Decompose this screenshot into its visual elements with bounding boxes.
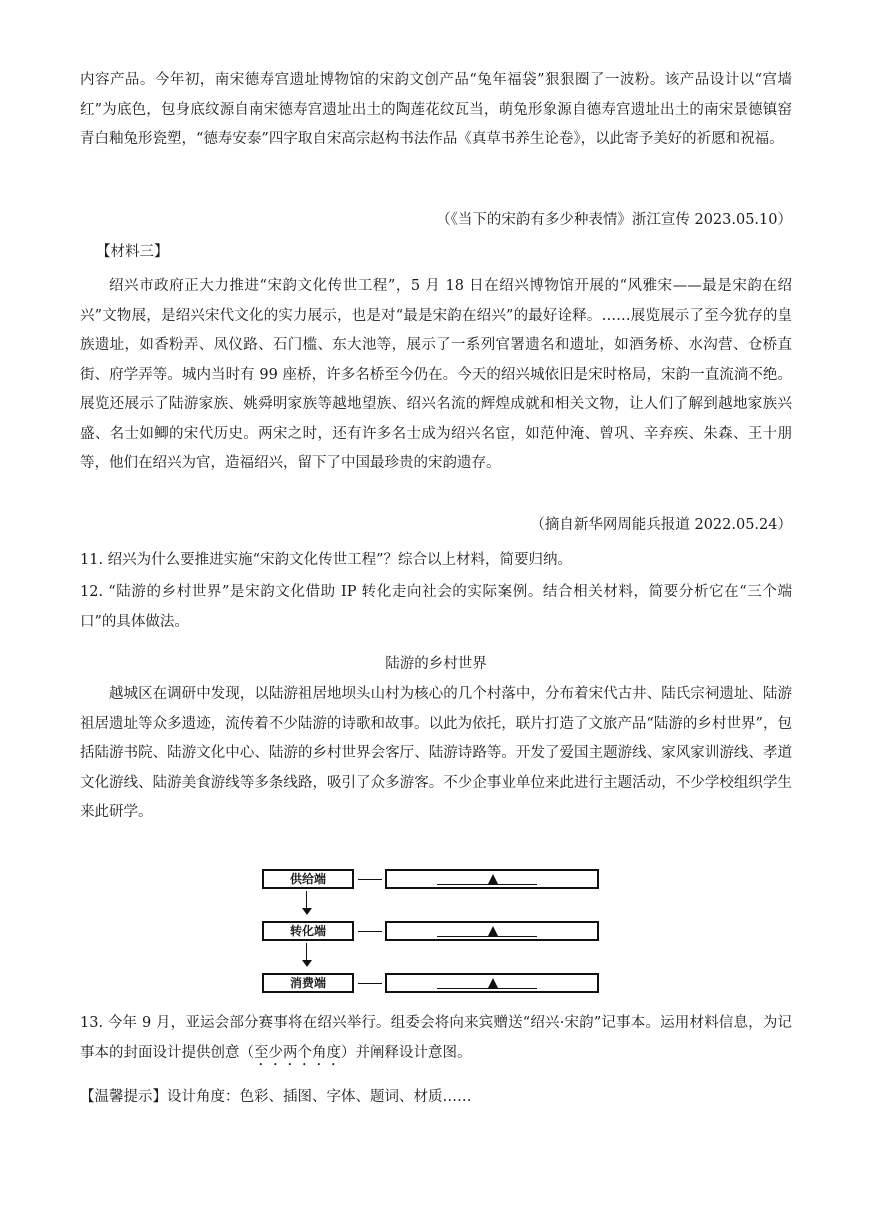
answer-blank	[437, 884, 537, 885]
material3-heading: 【材料三】	[96, 244, 169, 260]
arrow-down-icon	[302, 908, 312, 915]
connector-line	[358, 879, 382, 880]
material3-source: （摘自新华网周能兵报道 2022.05.24）	[530, 517, 792, 533]
tip-text: 设计角度：色彩、插图、字体、题词、材质……	[167, 1089, 472, 1105]
case-title: 陆游的乡村世界	[385, 656, 487, 672]
connector-line	[358, 931, 382, 932]
arrow-down-icon	[302, 960, 312, 967]
connector-line	[358, 983, 382, 984]
material3-paragraph: 绍兴市政府正大力推进“宋韵文化传世工程”，5 月 18 日在绍兴博物馆开展的“风雅宋——最是宋韵在绍兴”文物展，是绍兴宋代文化的实力展示，也是对“最是宋韵在绍兴”的最好诠释。……展览展示了至今犹存的皇族遗址，如香粉弄、凤仪路、石门槛、东大池等，展示了一系列官署遗名和遗址，如酒务桥、水沟营、仓桥直街、府学弄等。城内当时有 99 座桥，许多名桥至今仍在。今天的绍兴城依旧是宋时格局，宋韵一直流淌不绝。展览还展示了陆游家族、姚舜明家族等越地望族、绍兴名流的辉煌成就和相关文物，让人们了解到越地家族兴盛、名士如鲫的宋代历史。两宋之时，还有许多名士成为绍兴名宦，如范仲淹、曾巩、辛弃疾、朱森、王十朋等，他们在绍兴为官，造福绍兴，留下了中国最珍贵的宋韵遗存。	[80, 278, 792, 471]
case-paragraph: 越城区在调研中发现，以陆游祖居地坝头山村为核心的几个村落中，分布着宋代古井、陆氏宗祠遗址、陆游祖居遗址等众多遗迹，流传着不少陆游的诗歌和故事。以此为依托，联片打造了文旅产品“陆游的乡村世界”，包括陆游书院、陆游文化中心、陆游的乡村世界会客厅、陆游诗路等。开发了爱国主题游线、家风家训游线、孝道文化游线、陆游美食游线等多条线路，吸引了众多游客。不少企事业单位来此进行主题活动，不少学校组织学生来此研学。	[80, 686, 792, 820]
warm-tip	[80, 1085, 792, 1109]
answer-blank	[437, 936, 537, 937]
question-12: 12. “陆游的乡村世界”是宋韵文化借助 IP 转化走向社会的实际案例。结合相关材料，简要分析它在“三个端口”的具体做法。	[80, 584, 792, 630]
tip-label: 【温馨提示】	[80, 1089, 167, 1105]
answer-box-conversion	[385, 921, 599, 941]
triangle-icon	[488, 874, 498, 884]
question-13	[80, 1009, 792, 1069]
triangle-icon	[488, 926, 498, 936]
answer-blank	[437, 988, 537, 989]
question-11: 11. 绍兴为什么要推进实施“宋韵文化传世工程”？综合以上材料，简要归纳。	[80, 552, 572, 568]
answer-box-consumption	[385, 973, 599, 993]
answer-box-supply	[385, 869, 599, 889]
arrow-line	[306, 943, 307, 960]
triangle-icon	[488, 978, 498, 988]
q13-text-before: 13. 今年 9 月，亚运会部分赛事将在绍兴举行。组委会将向来宾赠送“绍兴·宋韵”记事本。运用材料信息，为记事本的封面设计提供创意（	[80, 1015, 792, 1061]
three-ports-diagram	[262, 863, 602, 997]
arrow-line	[306, 891, 307, 908]
consumption-port-box: 消费端	[262, 973, 354, 993]
material2-paragraph: 内容产品。今年初，南宋德寿宫遗址博物馆的宋韵文创产品“兔年福袋”狠狠圈了一波粉。该产品设计以“宫墙红”为底色，包身底纹源自南宋德寿宫遗址出土的陶莲花纹瓦当，萌兔形象源自德寿宫遗址出土的南宋景德镇窑青白釉兔形瓷塑，“德寿安泰”四字取自宋高宗赵构书法作品《真草书养生论卷》，以此寄予美好的祈愿和祝福。	[80, 72, 792, 147]
material2-source: （《当下的宋韵有多少种表情》浙江宣传 2023.05.10）	[436, 212, 792, 228]
q13-text-after: ）并阐释设计意图。	[341, 1044, 472, 1061]
supply-port-box: 供给端	[262, 869, 354, 889]
conversion-port-box: 转化端	[262, 921, 354, 941]
q13-emphasis: 至少两个角度	[254, 1044, 341, 1061]
